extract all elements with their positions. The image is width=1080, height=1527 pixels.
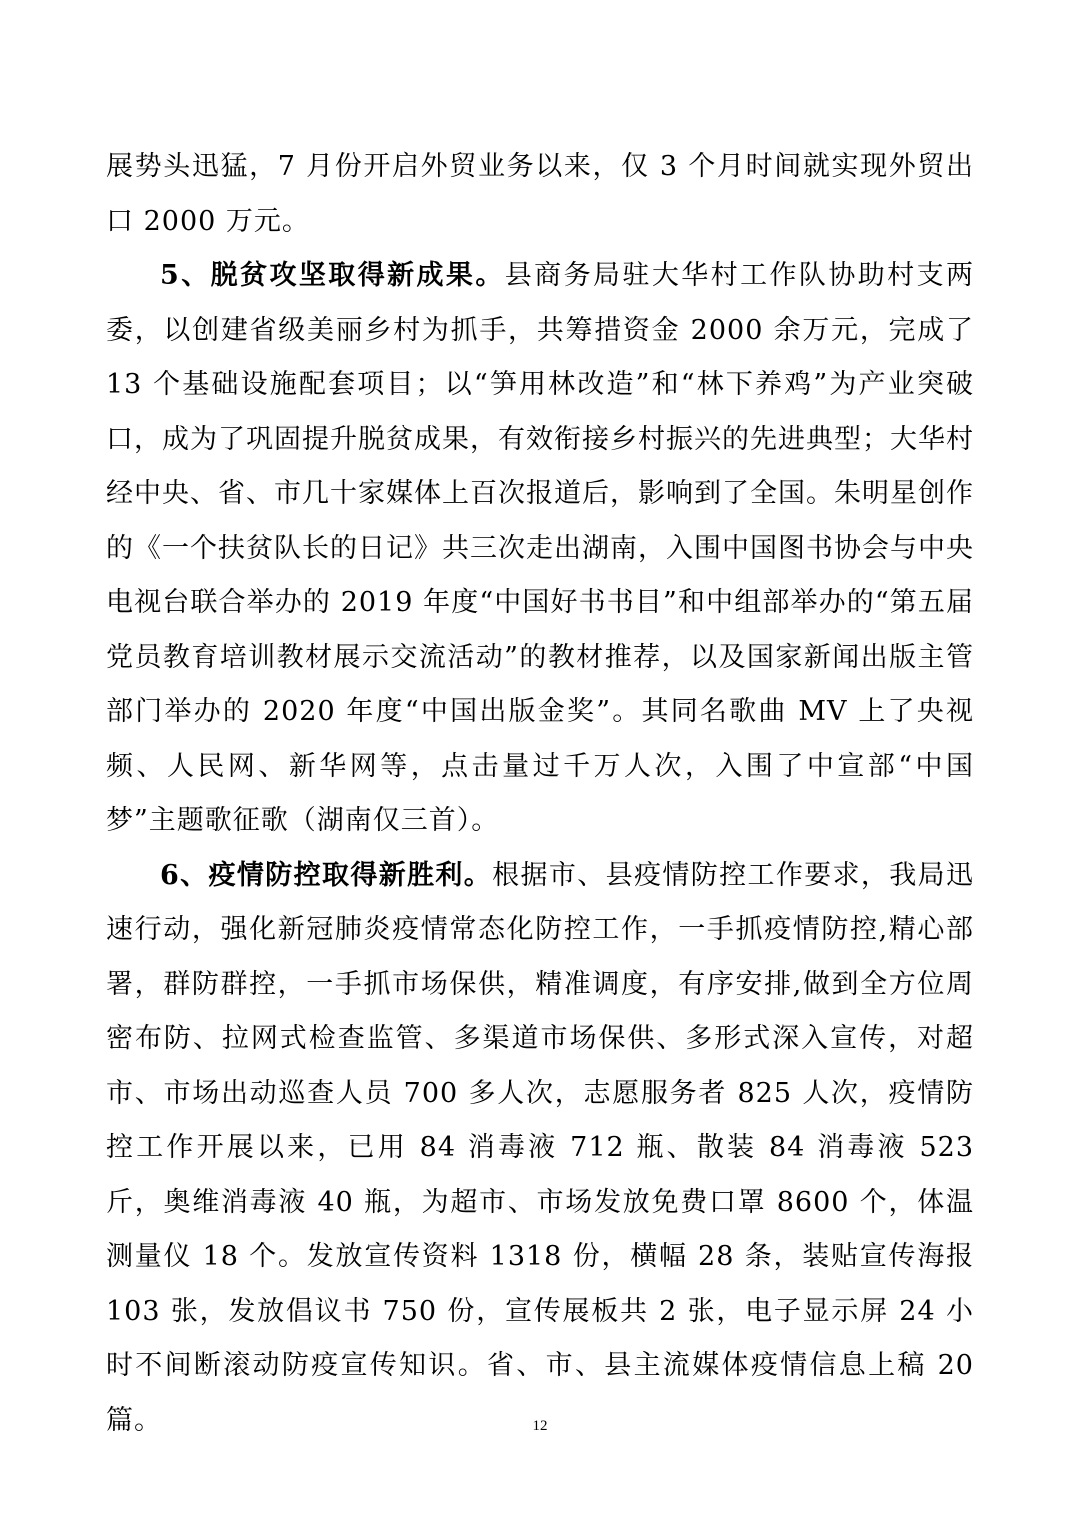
paragraph-heading: 5、脱贫攻坚取得新成果。 [160, 260, 505, 291]
paragraph-text: 根据市、县疫情防控工作要求，我局迅速行动，强化新冠肺炎疫情常态化防控工作，一手抓疫情防控,精心部署，群防群控，一手抓市场保供，精准调度，有序安排,做到全方位周密布防、拉网式检查监管、多渠道市场保供、多形式深入宣传，对超市、市场出动巡查人员 700 多人次，志愿服务者 825 人次，疫情防控工作开展以来，已用 84 消毒液 712 瓶、散装 84 消毒液 523 斤，奥维消毒液 40 瓶，为超市、市场发放免费口罩 8600 个，体温测量仪 18 个。发放宣传资料 1318 份，横幅 28 条，装贴宣传海报 103 张，发放倡议书 750 份，宣传展板共 2 张，电子显示屏 24 小时不间断滚动防疫宣传知识。省、市、县主流媒体疫情信息上稿 20 篇。 [106, 859, 975, 1436]
paragraph-text: 展势头迅猛，7 月份开启外贸业务以来，仅 3 个月时间就实现外贸出口 2000 万元。 [106, 151, 974, 237]
page-number: 12 [532, 1418, 548, 1434]
paragraph-epidemic-control [106, 849, 974, 1449]
paragraph-heading: 6、疫情防控取得新胜利。 [160, 859, 493, 891]
paragraph-poverty-alleviation [106, 249, 974, 849]
document-body [106, 140, 974, 1448]
paragraph-text: 县商务局驻大华村工作队协助村支两委，以创建省级美丽乡村为抓手，共筹措资金 2000 余万元，完成了 13 个基础设施配套项目；以“笋用林改造”和“林下养鸡”为产业突破口，成为了巩固提升脱贫成果，有效衔接乡村振兴的先进典型；大华村经中央、省、市几十家媒体上百次报道后，影响到了全国。朱明星创作的《一个扶贫队长的日记》共三次走出湖南，入围中国图书协会与中央电视台联合举办的 2019 年度“中国好书书目”和中组部举办的“第五届党员教育培训教材展示交流活动”的教材推荐，以及国家新闻出版主管部门举办的 2020 年度“中国出版金奖”。其同名歌曲 MV 上了央视频、人民网、新华网等，点击量过千万人次，入围了中宣部“中国梦”主题歌征歌（湖南仅三首）。 [106, 260, 974, 836]
paragraph-continuation [106, 140, 974, 249]
